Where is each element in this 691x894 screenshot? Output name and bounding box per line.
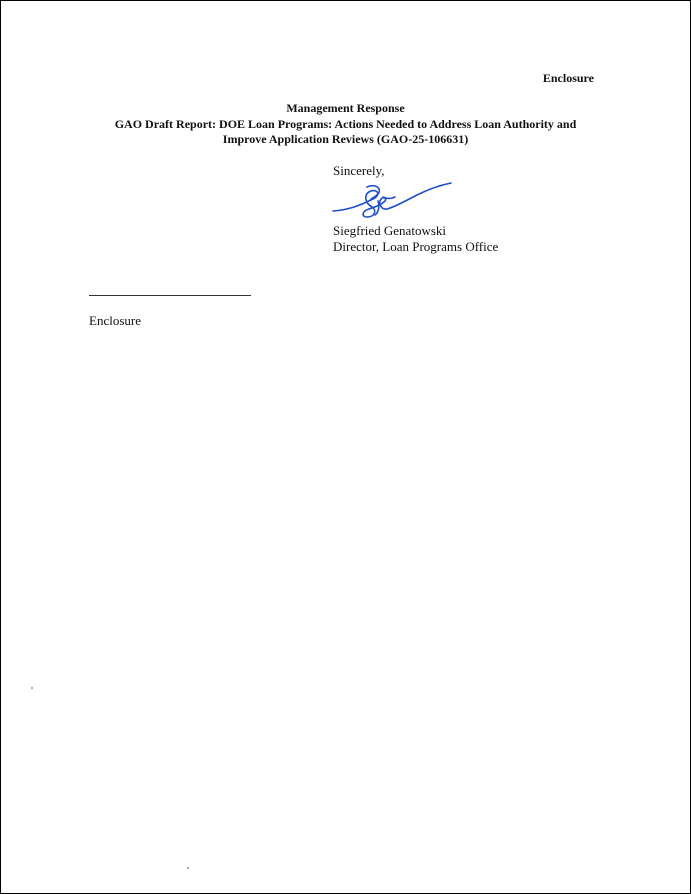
management-response-heading: [1, 101, 690, 148]
footer-enclosure-label: Enclosure: [89, 313, 141, 328]
footnote-divider: [89, 295, 251, 296]
heading-line-2: GAO Draft Report: DOE Loan Programs: Actions Needed to Address Loan Authority and: [114, 116, 577, 131]
scan-speck: [31, 687, 33, 689]
closing-salutation: Sincerely,: [333, 163, 385, 178]
handwritten-signature: [331, 177, 455, 223]
heading-line-3: Improve Application Reviews (GAO-25-106631): [222, 132, 469, 146]
heading-line-1: Management Response: [286, 101, 405, 115]
signer-block: [333, 223, 498, 255]
signer-name: Siegfried Genatowski: [333, 223, 447, 238]
signer-title: Director, Loan Programs Office: [333, 239, 499, 254]
header-enclosure-label: Enclosure: [542, 71, 594, 85]
scan-speck: [187, 867, 189, 869]
